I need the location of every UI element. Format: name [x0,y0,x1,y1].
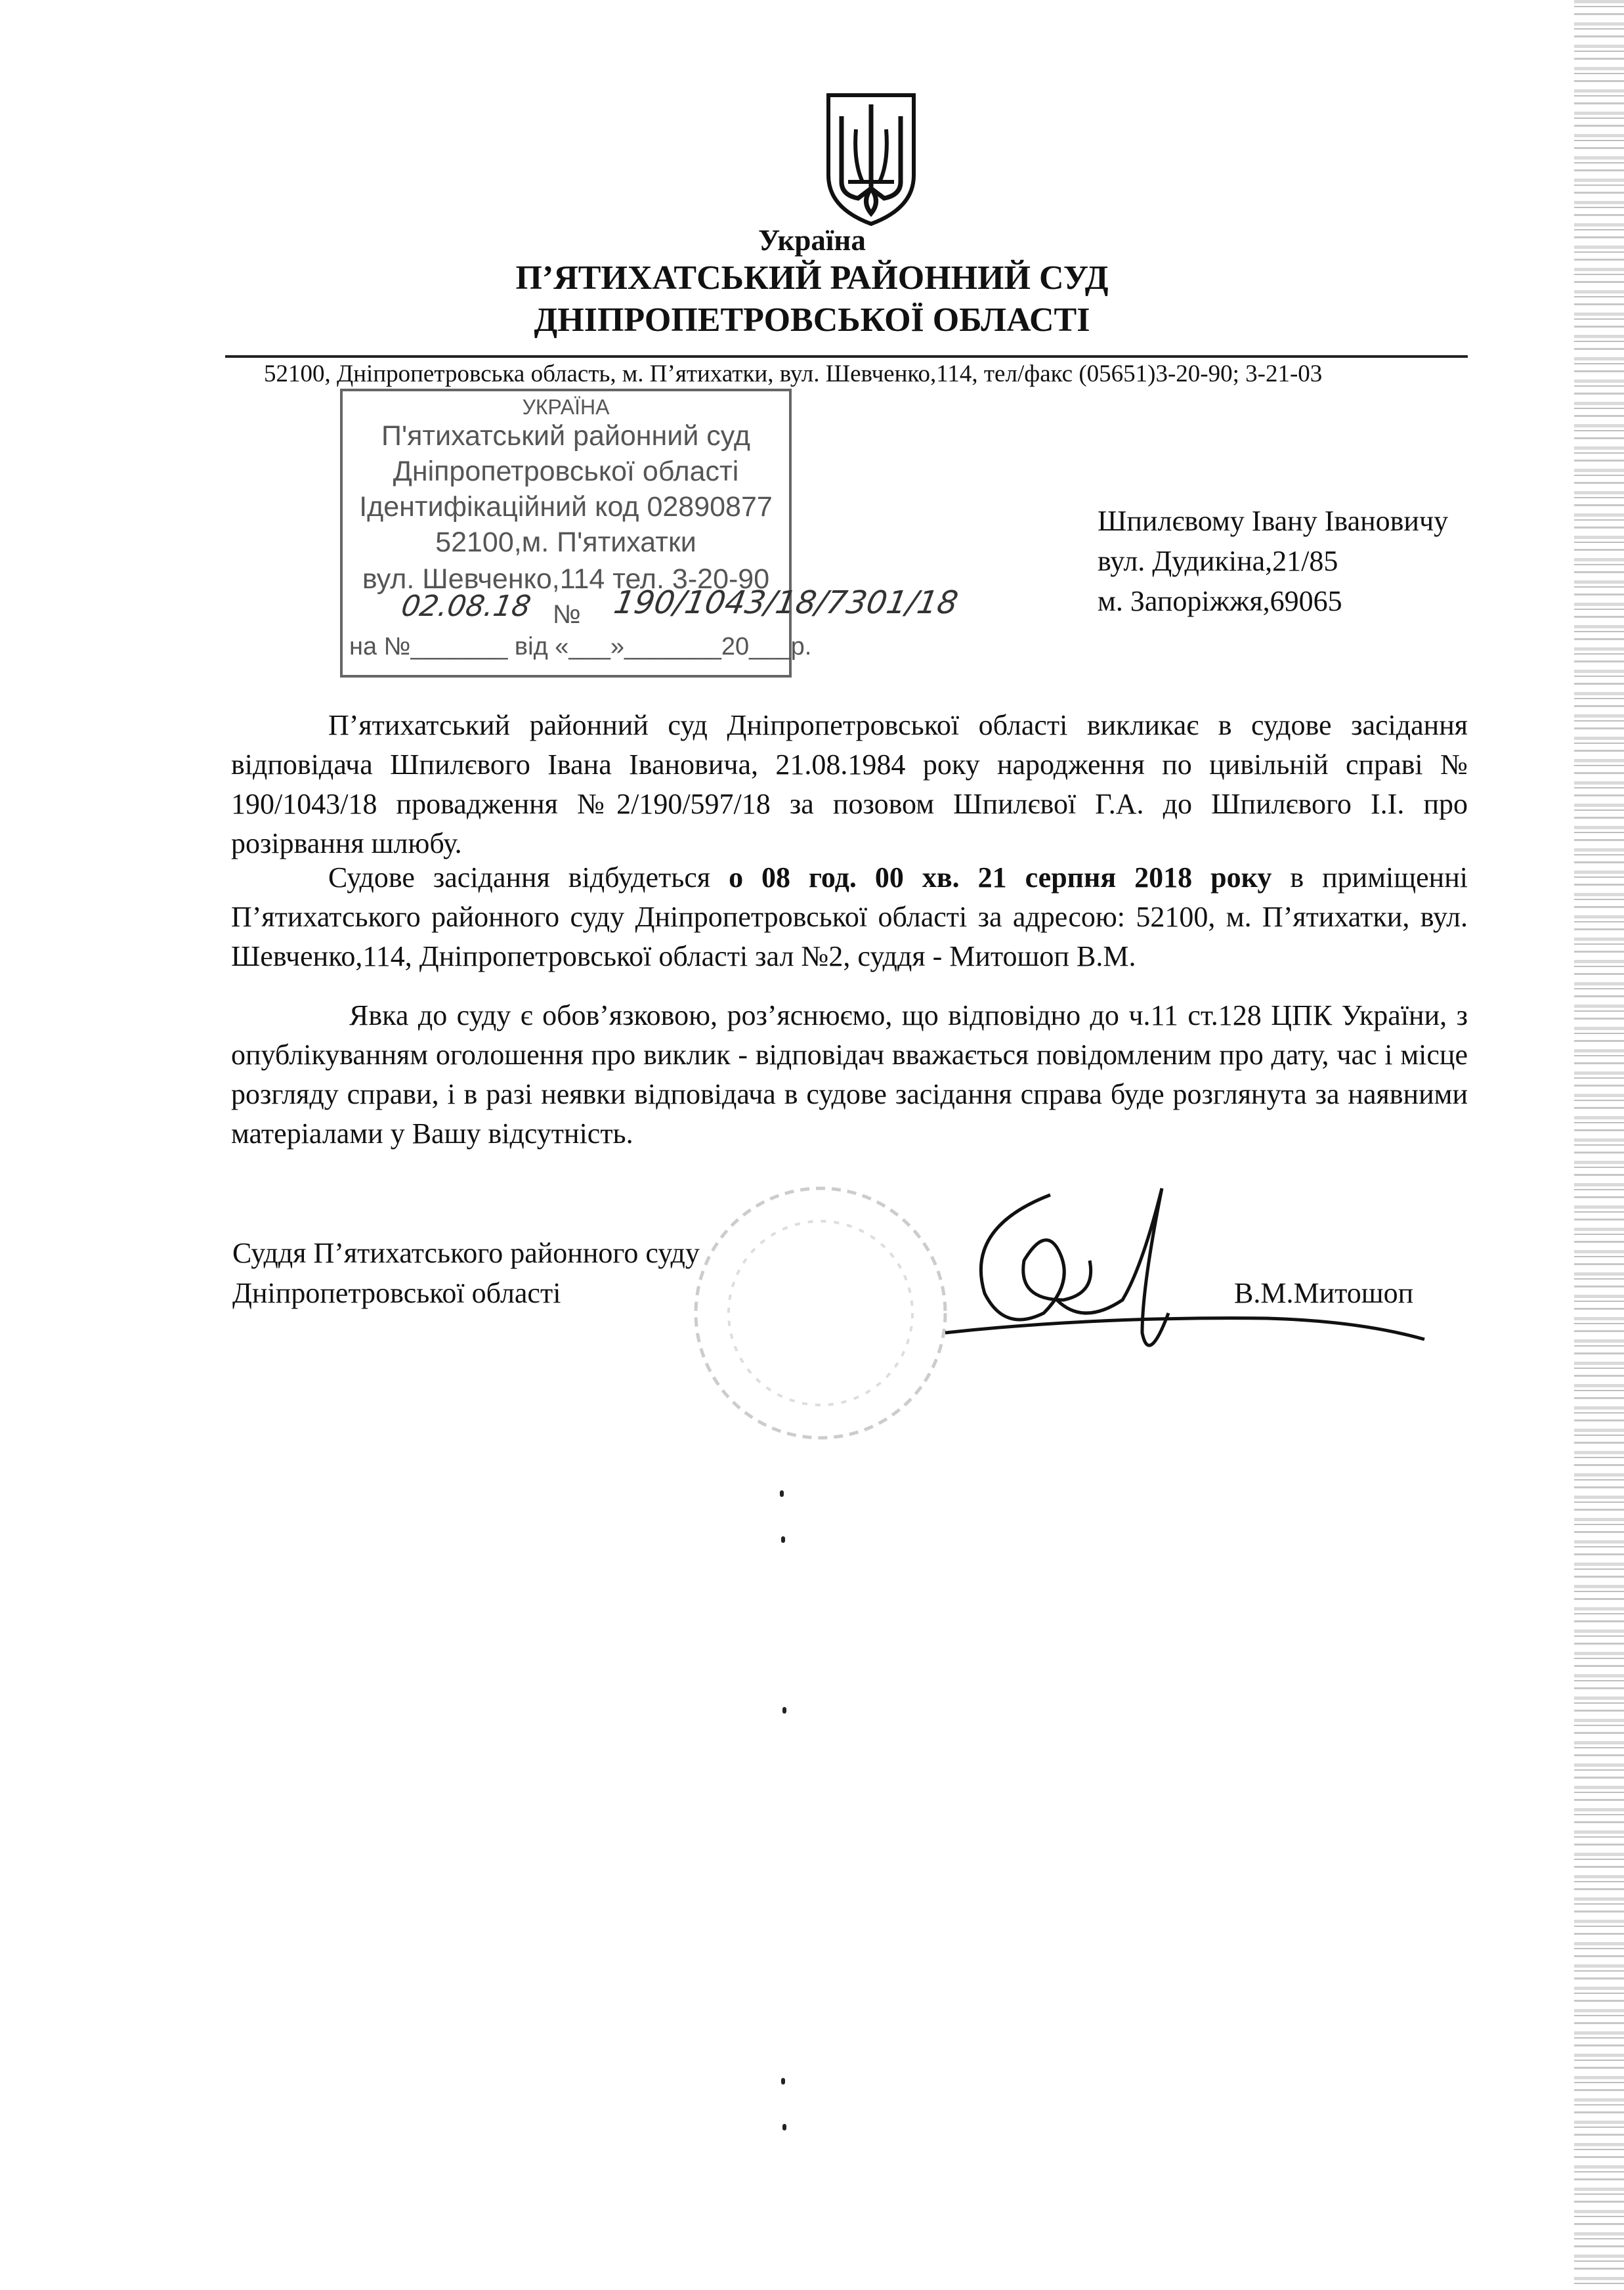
scan-speck [782,1707,786,1714]
scan-speck [781,2078,785,2085]
stamp-line: Дніпропетровської області [393,456,739,487]
body-paragraph-hearing [231,858,1468,976]
handwritten-number: 190/1043/18/7301/18 [611,584,961,621]
stamp-reference-line: на №_______ від «___»_______20___р. [349,633,812,660]
stamp-line: П'ятихатський районний суд [381,420,750,452]
signature-title-line2: Дніпропетровської області [232,1277,561,1309]
stamp-number-label: № [553,600,581,629]
header-divider [225,355,1468,358]
country-title: Україна [758,224,866,257]
stamp-line: 52100,м. П'ятихатки [435,527,696,558]
stamp-line: УКРАЇНА [522,395,610,419]
body-paragraph-notice [231,996,1468,1154]
court-address: 52100, Дніпропетровська область, м. П’ятихатки, вул. Шевченко,114, тел/факс (05651)3-20-90; 3-21-03 [264,360,1323,387]
paragraph-text: П’ятихатський районний суд Дніпропетровської області викликає в судове засідання відповідача Шпилєвого Івана Івановича, 21.08.1984 року народження по цивільній справі № 190/1043/18 провадження №2/190/597/18 за позовом Шпилєвої Г.А. до Шпилєвого І.І. про розірвання шлюбу. [231,709,1468,859]
handwritten-signature [926,1169,1438,1379]
court-name-line2: ДНІПРОПЕТРОВСЬКОЇ ОБЛАСТІ [534,301,1090,339]
hearing-datetime: о 08 год. 00 хв. 21 серпня 2018 року [729,861,1272,894]
stamp-line: вул. Шевченко,114 тел. 3-20-90 [362,563,770,595]
court-name-line1: П’ЯТИХАТСЬКИЙ РАЙОННИЙ СУД [515,259,1109,297]
scan-speck [780,1490,784,1497]
official-seal-faint [683,1175,958,1451]
handwritten-date: 02.08.18 [398,590,534,623]
paragraph-text-start: Судове засідання відбудеться [328,861,729,894]
recipient-city: м. Запоріжжя,69065 [1098,585,1342,617]
paragraph-text [231,858,1468,976]
paragraph-text: Явка до суду є обов’язковою, роз’яснюємо, що відповідно до ч.11 ст.128 ЦПК України, з опублікуванням оголошення про виклик - відповідач вважається повідомленим про дату, час і місце розгляду справи, і в разі неявки відповідача в судове засідання справа буде розглянута за наявними матеріалами у Вашу відсутність. [231,999,1468,1150]
recipient-name: Шпилєвому Івану Івановичу [1098,505,1449,537]
judge-name: В.М.Митошоп [1234,1277,1414,1309]
scan-edge-artifact [1574,0,1624,2290]
registration-stamp [340,389,812,678]
body-paragraph-summons [231,706,1468,863]
scan-speck [781,1536,785,1543]
scan-speck [782,2124,786,2130]
stamp-line: Ідентифікаційний код 02890877 [359,491,773,523]
recipient-street: вул. Дудикіна,21/85 [1098,545,1338,577]
paragraph-text-end: в приміщенні П’ятихатського районного суду Дніпропетровської області за адресою: 52100, м. П’ятихатки, вул. Шевченко,114, Дніпропетровської області зал №2, суддя - Митошоп В.М. [231,861,1468,972]
coat-of-arms-icon [822,90,920,228]
signature-title-line1: Суддя П’ятихатського районного суду [232,1237,700,1269]
